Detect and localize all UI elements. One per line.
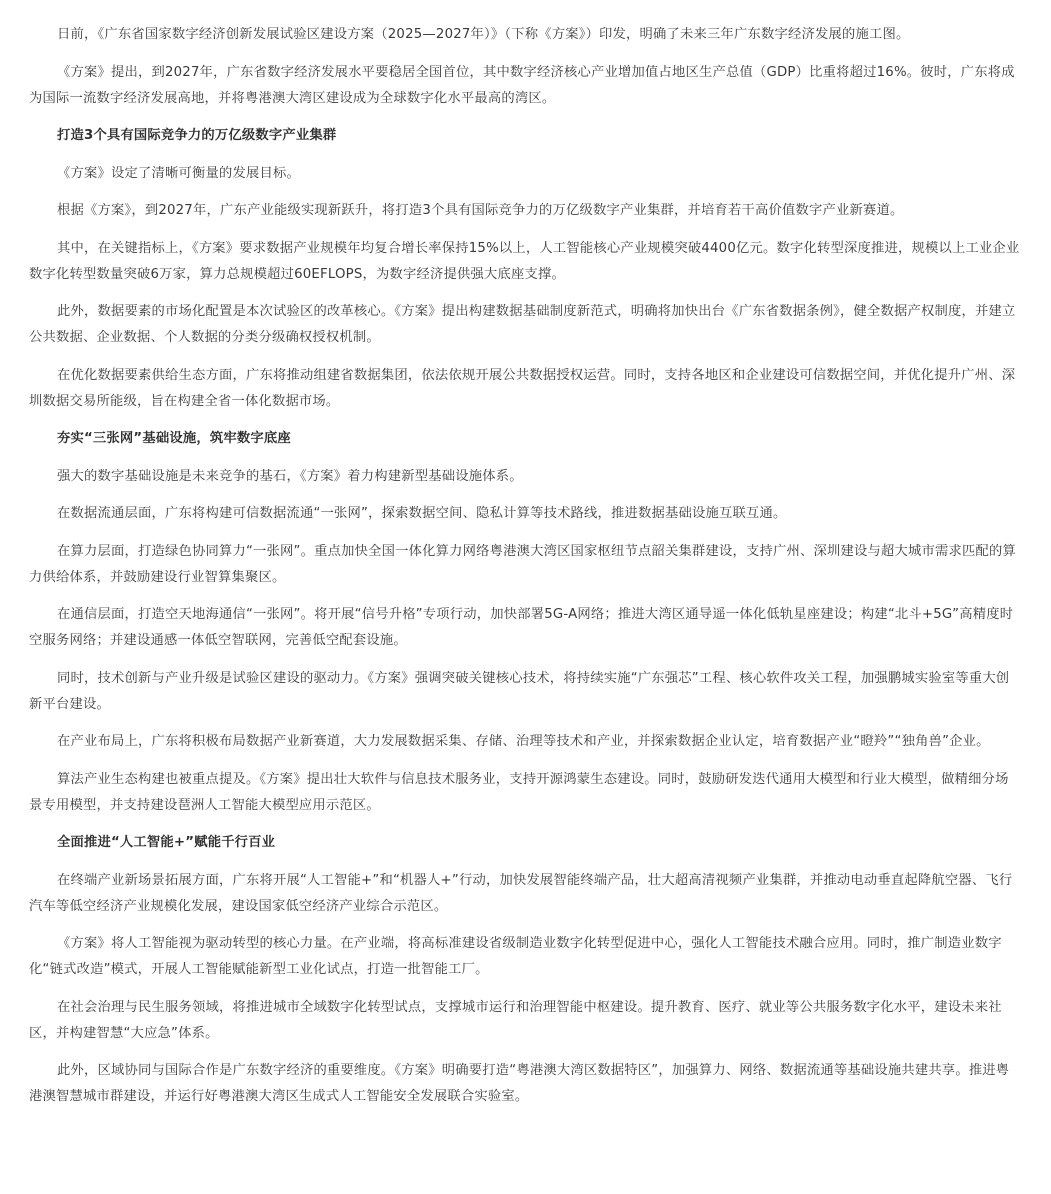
paragraph: 日前，《广东省国家数字经济创新发展试验区建设方案（2025—2027年）》（下称《方案》）印发，明确了未来三年广东数字经济发展的施工图。	[57, 27, 910, 42]
article-body	[29, 22, 1021, 1122]
paragraph: 强大的数字基础设施是未来竞争的基石，《方案》着力构建新型基础设施体系。	[57, 468, 523, 484]
section-heading: 夯实“三张网”基础设施，筑牢数字底座	[57, 431, 291, 446]
paragraph: 《方案》提出，到2027年，广东省数字经济发展水平要稳居全国首位，其中数字经济核心产业增加值占地区生产总值（GDP）比重将超过16%。彼时，广东将成为国际一流数字经济发展高地，并将粤港澳大湾区建设成为全球数字化水平最高的湾区。	[29, 64, 1015, 106]
paragraph: 此外，区域协同与国际合作是广东数字经济的重要维度。《方案》明确要打造“粤港澳大湾区数据特区”，加强算力、网络、数据流通等基础设施共建共享。推进粤港澳智慧城市群建设，并运行好粤港澳大湾区生成式人工智能安全发展联合实验室。	[29, 1063, 1010, 1104]
paragraph: 在数据流通层面，广东将构建可信数据流通“一张网”，探索数据空间、隐私计算等技术路线，推进数据基础设施互联互通。	[57, 506, 787, 521]
paragraph: 根据《方案》，到2027年，广东产业能级实现新跃升，将打造3个具有国际竞争力的万亿级数字产业集群，并培育若干高价值数字产业新赛道。	[57, 203, 904, 218]
paragraph: 在优化数据要素供给生态方面，广东将推动组建省数据集团，依法依规开展公共数据授权运营。同时，支持各地区和企业建设可信数据空间，并优化提升广州、深圳数据交易所能级，旨在构建全省一体化数据市场。	[29, 367, 1016, 409]
paragraph: 在通信层面，打造空天地海通信“一张网”。将开展“信号升格”专项行动，加快部署5G-A网络；推进大湾区通导遥一体化低轨星座建设；构建“北斗+5G”高精度时空服务网络；并建设通感一体低空智联网，完善低空配套设施。	[29, 607, 1014, 648]
paragraph: 《方案》设定了清晰可衡量的发展目标。	[57, 165, 300, 181]
paragraph: 在社会治理与民生服务领域，将推进城市全域数字化转型试点，支撑城市运行和治理智能中枢建设。提升教育、医疗、就业等公共服务数字化水平，建设未来社区，并构建智慧“大应急”体系。	[29, 999, 1002, 1041]
section-heading: 全面推进“人工智能+”赋能千行百业	[57, 835, 276, 850]
paragraph: 此外，数据要素的市场化配置是本次试验区的改革核心。《方案》提出构建数据基础制度新范式，明确将加快出台《广东省数据条例》，健全数据产权制度，并建立公共数据、企业数据、个人数据的分类分级确权授权机制。	[29, 304, 1016, 345]
paragraph: 算法产业生态构建也被重点提及。《方案》提出壮大软件与信息技术服务业，支持开源鸿蒙生态建设。同时，鼓励研发迭代通用大模型和行业大模型，做精细分场景专用模型，并支持建设琶洲人工智能大模型应用示范区。	[29, 771, 1009, 813]
section-heading: 打造3个具有国际竞争力的万亿级数字产业集群	[57, 128, 337, 143]
paragraph: 其中，在关键指标上，《方案》要求数据产业规模年均复合增长率保持15%以上，人工智能核心产业规模突破4400亿元。数字化转型深度推进，规模以上工业企业数字化转型数量突破6万家，算力总规模超过60EFLOPS，为数字经济提供强大底座支撑。	[29, 240, 1020, 282]
paragraph: 在算力层面，打造绿色协同算力“一张网”。重点加快全国一体化算力网络粤港澳大湾区国家枢纽节点韶关集群建设，支持广州、深圳建设与超大城市需求匹配的算力供给体系，并鼓励建设行业智算集聚区。	[29, 543, 1016, 585]
paragraph: 《方案》将人工智能视为驱动转型的核心力量。在产业端，将高标准建设省级制造业数字化转型促进中心，强化人工智能技术融合应用。同时，推广制造业数字化“链式改造”模式，开展人工智能赋能新型工业化试点，打造一批智能工厂。	[29, 936, 1002, 977]
paragraph: 在终端产业新场景拓展方面，广东将开展“人工智能+”和“机器人+”行动，加快发展智能终端产品，壮大超高清视频产业集群，并推动电动垂直起降航空器、飞行汽车等低空经济产业规模化发展，建设国家低空经济产业综合示范区。	[29, 872, 1013, 914]
paragraph: 同时，技术创新与产业升级是试验区建设的驱动力。《方案》强调突破关键核心技术，将持续实施“广东强芯”工程、核心软件攻关工程，加强鹏城实验室等重大创新平台建设。	[29, 670, 1010, 712]
paragraph: 在产业布局上，广东将积极布局数据产业新赛道，大力发展数据采集、存储、治理等技术和产业，并探索数据企业认定，培育数据产业“瞪羚”“独角兽”企业。	[57, 734, 990, 749]
